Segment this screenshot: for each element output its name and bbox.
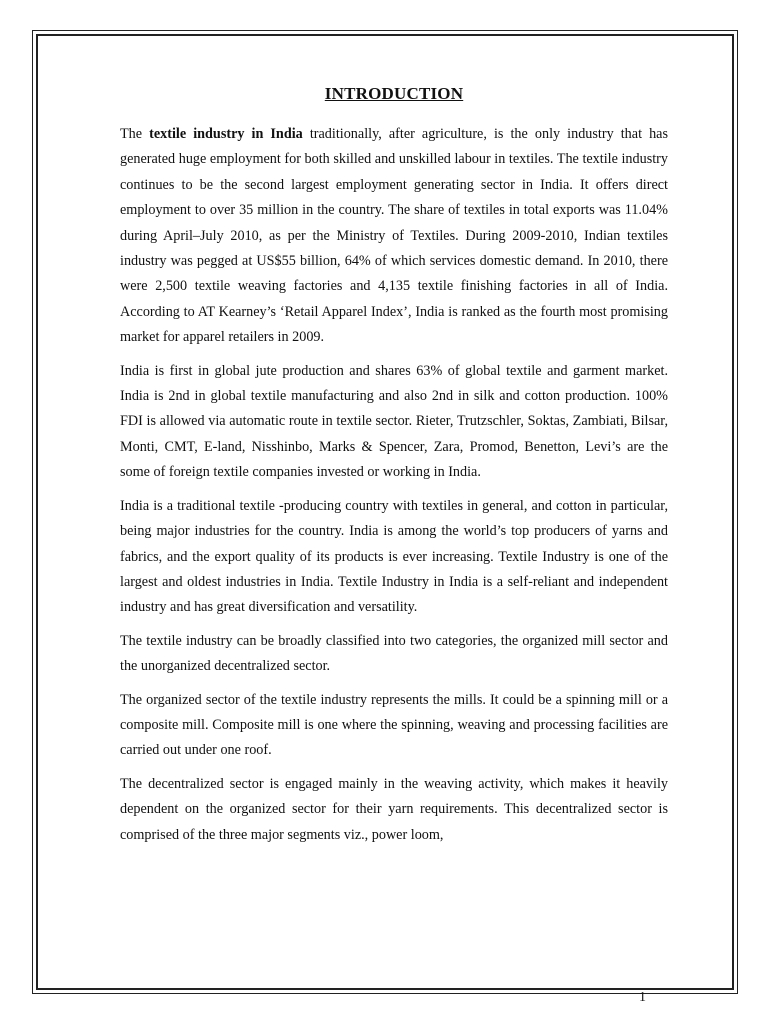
paragraph-6: The decentralized sector is engaged mainly in the weaving activity, which makes it heavily dependent on the organized sector for their yarn requirements. This decentralized sector is comprised of the three major segments viz., power loom, [120, 775, 668, 843]
paragraph-1-bold-term: textile industry in India [149, 126, 303, 142]
paragraph-2: India is first in global jute production and shares 63% of global textile and garment market. India is 2nd in global textile manufacturing and also 2nd in silk and cotton production. 100% FDI is allowed via automatic route in textile sector. Rieter, Trutzschler, Soktas, Zambiati, Bilsar, Monti, CMT, E-land, Nisshinbo, Marks & Spencer, Zara, Promod, Benetton, Levi’s are the some of foreign textile companies invested or working in India. [120, 362, 668, 481]
paragraph-1-lead: The [120, 126, 150, 142]
paragraph-4: The textile industry can be broadly classified into two categories, the organized mill sector and the unorganized decentralized sector. [120, 632, 668, 675]
paragraph-1-text: traditionally, after agriculture, is the only industry that has generated huge employment for both skilled and unskilled labour in textiles. The textile industry continues to be the second largest employment generating sector in India. It offers direct employment to over 35 million in the country. The share of textiles in total exports was 11.04% during April–July 2010, as per the Ministry of Textiles. During 2009-2010, Indian textiles industry was pegged at US$55 billion, 64% of which services domestic demand. In 2010, there were 2,500 textile weaving factories and 4,135 textile finishing factories in all of India. According to AT Kearney’s ‘Retail Apparel Index’, India is ranked as the fourth most promising market for apparel retailers in 2009. [120, 126, 668, 346]
paragraph-3: India is a traditional textile -producing country with textiles in general, and cotton in particular, being major industries for the country. India is among the world’s top producers of yarns and fabrics, and the export quality of its products is ever increasing. Textile Industry is one of the largest and oldest industries in India. Textile Industry in India is a self-reliant and independent industry and has great diversification and versatility. [120, 497, 668, 616]
paragraph-5: The organized sector of the textile industry represents the mills. It could be a spinning mill or a composite mill. Composite mill is one where the spinning, weaving and processing facilities are carried out under one roof. [120, 691, 668, 759]
document-body [120, 84, 668, 856]
page-number: 1 [639, 990, 646, 1005]
page-title: INTRODUCTION [324, 84, 464, 103]
paragraph-1 [120, 122, 668, 351]
